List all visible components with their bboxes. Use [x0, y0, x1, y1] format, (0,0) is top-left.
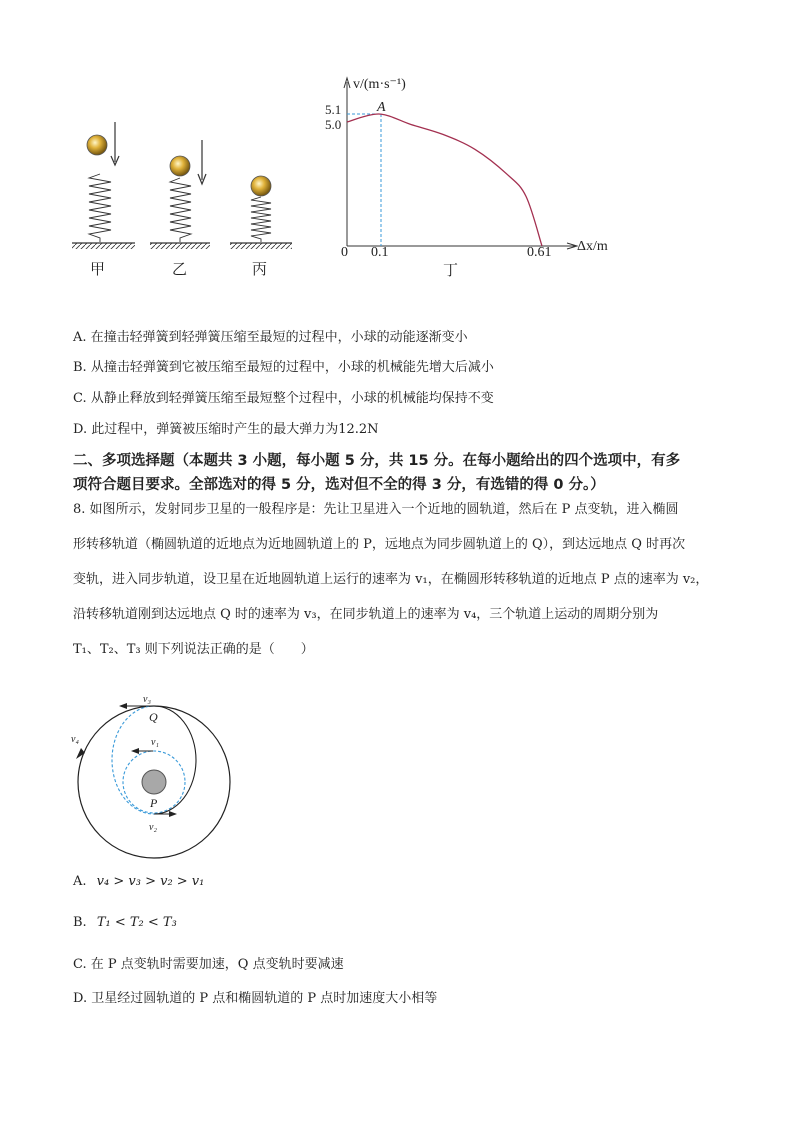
q8-option-a [73, 872, 204, 892]
section-2-line-2: 项符合题目要求。全部选对的得 5 分，选对但不全的得 3 分，有选错的得 0 分。） [73, 477, 605, 493]
v2-label: v₂ [149, 822, 157, 833]
option-letter: B. [73, 915, 87, 930]
origin-label: 0 [341, 245, 348, 260]
earth-icon [142, 770, 166, 794]
ball-icon [251, 176, 271, 196]
q8-line-3: 变轨，进入同步轨道，设卫星在近地圆轨道上运行的速率为 v₁，在椭圆形转移轨道的近地点 P 点的速率为 v₂， [73, 572, 709, 587]
q8-line-5: T₁、T₂、T₃ 则下列说法正确的是（ ） [73, 642, 314, 657]
v1-label: v₁ [151, 737, 159, 748]
spring-jia [72, 122, 135, 249]
option-letter: A. [73, 874, 87, 889]
x-axis-label: Δx/m [577, 239, 608, 254]
x-tick-0-1: 0.1 [371, 245, 389, 260]
section-2-line-1: 二、多项选择题（本题共 3 小题，每小题 5 分，共 15 分。在每小题给出的四个选项中，有多 [73, 453, 681, 469]
velocity-graph [315, 70, 620, 285]
ball-icon [87, 135, 107, 155]
y-tick-5-0: 5.0 [325, 117, 342, 132]
p-label: P [150, 796, 158, 810]
x-tick-0-61: 0.61 [527, 245, 552, 260]
transfer-orbit-right [154, 706, 196, 814]
v2-arrow-icon [169, 811, 177, 817]
v3-arrow-icon [119, 703, 127, 709]
spring-yi [150, 140, 210, 249]
option-letter: D. [73, 422, 88, 437]
v4-label: v₄ [71, 734, 79, 745]
q7-option-b [73, 358, 494, 378]
q-label: Q [149, 710, 158, 724]
q8-option-b [73, 913, 177, 933]
ball-icon [170, 156, 190, 176]
q7-option-d [73, 420, 379, 440]
label-jia: 甲 [90, 262, 106, 278]
transfer-orbit-left [112, 706, 154, 814]
q8-stem [73, 500, 733, 660]
option-text: 此过程中，弹簧被压缩时产生的最大弹力为12.2N [91, 422, 379, 437]
y-axis-label: v/(m·s⁻¹) [353, 77, 406, 92]
label-yi: 乙 [172, 262, 188, 278]
q8-line-4: 沿转移轨道刚到达远地点 Q 时的速率为 v₃，在同步轨道上的速率为 v₄，三个轨道上运动的周期分别为 [73, 607, 659, 622]
option-text: 从撞击轻弹簧到它被压缩至最短的过程中，小球的机械能先增大后减小 [90, 360, 494, 375]
label-bing: 丙 [252, 262, 268, 278]
q7-option-c [73, 389, 494, 409]
q8-option-c [73, 955, 344, 975]
option-letter: A. [73, 330, 87, 345]
point-a-label: A [377, 100, 386, 115]
q7-option-a [73, 328, 468, 348]
v3-label: v₃ [143, 694, 151, 705]
option-letter: D. [73, 991, 88, 1006]
v1-arrow-icon [131, 748, 139, 754]
q8-line-2: 形转移轨道（椭圆轨道的近地点为近地圆轨道上的 P，远地点为同步圆轨道上的 Q），到达远地点 Q 时再次 [73, 537, 686, 552]
option-text: 在 P 点变轨时需要加速，Q 点变轨时要减速 [90, 957, 344, 972]
option-text: v₄ > v₃ > v₂ > v₁ [96, 874, 205, 889]
option-text: 从静止释放到轻弹簧压缩至最短整个过程中，小球的机械能均保持不变 [90, 391, 494, 406]
option-letter: C. [73, 957, 87, 972]
label-ding: 丁 [443, 263, 459, 279]
q8-line-1: 8. 如图所示，发射同步卫星的一般程序是：先让卫星进入一个近地的圆轨道，然后在 P 点变轨，进入椭圆 [73, 502, 679, 517]
spring-bing [230, 176, 292, 249]
option-letter: B. [73, 360, 87, 375]
q8-option-d [73, 989, 437, 1009]
velocity-curve [347, 114, 542, 246]
option-text: T₁ < T₂ < T₃ [96, 915, 177, 930]
v4-arrow-icon [76, 748, 85, 759]
y-tick-5-1: 5.1 [325, 102, 342, 117]
section-2-heading [73, 449, 733, 497]
spring-figure [60, 100, 300, 285]
option-letter: C. [73, 391, 87, 406]
orbit-figure [65, 690, 255, 860]
option-text: 在撞击轻弹簧到轻弹簧压缩至最短的过程中，小球的动能逐渐变小 [90, 330, 468, 345]
option-text: 卫星经过圆轨道的 P 点和椭圆轨道的 P 点时加速度大小相等 [91, 991, 438, 1006]
